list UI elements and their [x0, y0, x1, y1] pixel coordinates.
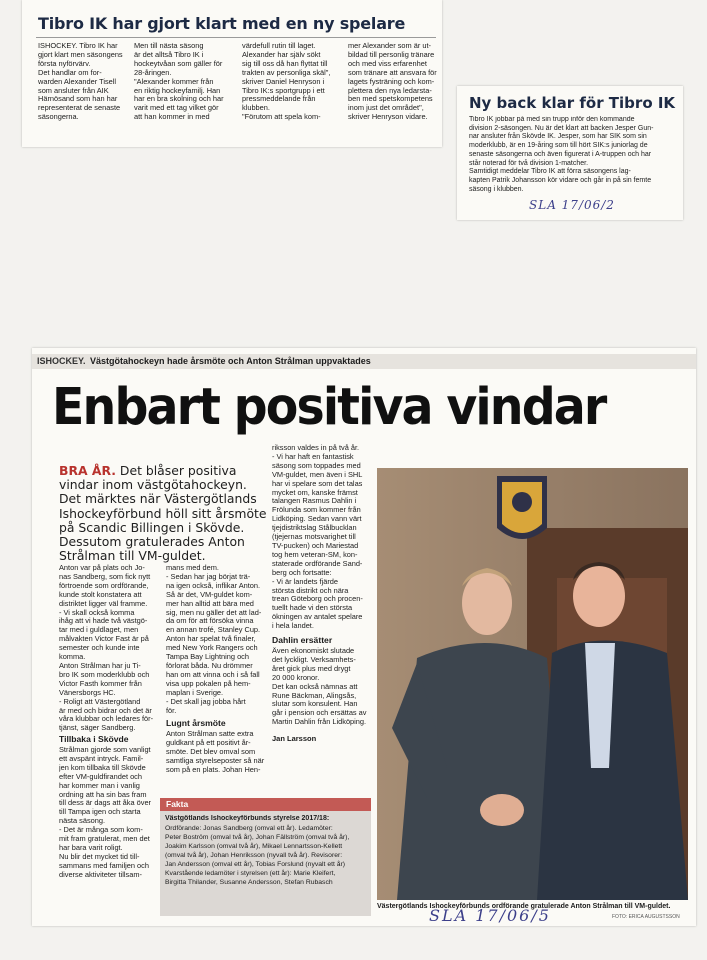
body-col1a: Anton var på plats och Jo- nas Sandberg, som fick nytt förtroende som ordförande, kunde stolt konstatera att distriktet ligger väl framme. - Vi skall också komma ihåg att vi hade två västgö- tar med i guldlaget, men målvakten Victor Fast är på semester och kunde inte komma. Anton Strålman har ju Ti- bro IK som moderklubb och Victor Fasth kommer från Vänersborgs HC. - Roligt att Västergötland är med och bidrar och det är våra klubbar och ledares för- tjänst, säger Sandberg.	[59, 564, 154, 733]
article-lead	[59, 464, 269, 563]
clipping-new-back	[457, 86, 683, 220]
photo-illustration	[377, 468, 688, 900]
handwritten-note-main: SLA 17/06/5	[429, 906, 551, 925]
body-col3a: riksson valdes in på två år. - Vi har haft en fantastisk säsong som toppades med VM-guldet, men även i SHL har vi spelare som det talas mycket om, kanske främst talangen Rasmus Dahlin i Frölunda som kommer från Lidköping. Sedan vann värt tjejdistriktslag Stålbucklan (tjejernas motsvarighet till TV-pucken) och Mariestad tog hem veteran-SM, kon- staterade ordförande Sand- berg och fortsatte: - Vi är landets fjärde största distrikt och nära trean Göteborg och procen- tuellt hade vi den största ökningen av antalet spelare i hela landet.	[272, 444, 363, 631]
kicker-text: Västgötahockeyn hade årsmöte och Anton Strålman uppvaktades	[90, 356, 371, 366]
clipping-positive-winds	[32, 348, 696, 926]
clip1-col1: ISHOCKEY. Tibro IK har gjort klart men säsongens första nyförvärv. Det handlar om for- warden Alexander Tisell som ansluter från AIK Härnösand som han har representerat de senaste säsongerna.	[38, 42, 123, 122]
body-col2a: mans med dem. - Sedan har jag börjat trä- na igen också, inflikar Anton. Så är det, VM-guldet kom- mer han alltid att bära med sig, men nu gäller det att lad- da om för att försöka vinna en annan trofé, Stanley Cup. Anton har spelat två finaler, med New York Rangers och Tampa Bay Lightning och förlorat båda. Nu drömmer han om att vinna och i så fall visa upp pokalen på hem- maplan i Sverige. - Det skall jag jobba hårt för.	[166, 564, 262, 715]
clip1-headline: Tibro IK har gjort klart med en ny spelare	[38, 14, 406, 33]
fact-box-label: Fakta	[160, 798, 371, 811]
lead-prefix: BRA ÅR.	[59, 463, 116, 478]
byline: Jan Larsson	[272, 734, 317, 743]
article-photo	[377, 468, 688, 900]
body-col2b: Anton Strålman satte extra guldkant på ett positivt år- smöte. Det blev omval som samtliga styrelseposter så när som på en plats. Johan Hen-	[166, 730, 265, 774]
clip2-headline: Ny back klar för Tibro IK	[469, 94, 676, 112]
clipping-tibro-new-player	[22, 0, 442, 147]
kicker-label: ISHOCKEY.	[37, 356, 86, 366]
handwritten-note: SLA 17/06/2	[529, 198, 615, 212]
subheading-back-in-skovde: Tillbaka i Skövde	[59, 734, 129, 744]
fact-box	[160, 798, 371, 916]
clip2-body: Tibro IK jobbar på med sin trupp inför den kommande division 2-säsongen. Nu är det klart att backen Jesper Gun- nar ansluter från Skövde IK. Jesper, som har SIK som sin moderklubb, är en 19-åring som till hört SIK:s juniorlag de senaste säsongerna och även figurerat i A-truppen och har står noterad för två division 1-matcher. Samtidigt meddelar Tibro IK att förra säsongens lag- kapten Patrik Johansson kör vidare och går in på sin femte säsong i klubben.	[469, 116, 654, 193]
article-headline: Enbart positiva vindar	[52, 378, 606, 437]
clip1-col4: mer Alexander som är ut- bildad till personlig tränare och med viss erfarenhet som tränare att ansvara för lagets fysträning och kom- plettera den nya ledarsta- ben med spetskompetens inom just det området", skriver Henryson vidare.	[348, 42, 437, 122]
photo-credit: FOTO: ERICA AUGUSTSSON	[612, 914, 680, 920]
photo-caption: Västergötlands Ishockeyförbunds ordförande gratulerade Anton Strålman till VM-guldet.	[377, 901, 688, 910]
fact-box-title: Västgötlands Ishockeyförbunds styrelse 2017/18:	[165, 815, 330, 822]
clip1-col3: värdefull rutin till laget. Alexander har själv sökt sig till oss då han flyttat till trakten av personliga skäl", skriver Daniel Henryson i Tibro IK:s sportgrupp i ett pressmeddelande från klubben. "Förutom att spela kom-	[242, 42, 331, 122]
lead-text: Det blåser positiva vindar inom västgötahockeyn. Det märktes när Västergötlands Ishockeyförbund höll sitt årsmöte på Scandic Billingen i Skövde. Dessutom gratulerades Anton Strålman till VM-guldet.	[59, 463, 267, 564]
fact-box-body: Ordförande: Jonas Sandberg (omval ett år). Ledamöter: Peter Boström (omval två år), Johan Fällström (omval två år), Joakim Karlsson (omval två år), Mikael Lennartsson-Kellett (omval två år), Johan Henriksson (nyvall två år). Revisorer: Jan Andersson (omval ett år), Tobias Forslund (nyvalt ett år) Kvarstående ledamöter i styrelsen (ett år): Marie Kleifert, Birgitta Thilander, Susanne Andersson, Stefan Rubasch	[165, 825, 350, 886]
kicker-bar	[32, 354, 696, 369]
body-col3b: Även ekonomiskt slutade det lyckligt. Verksamhets- året gick plus med drygt 20 000 kronor. Det kan också nämnas att Rune Bäckman, Alingsås, slutar som konsulent. Han går i pension och ersättas av Martin Dahlin från Lidköping.	[272, 647, 367, 727]
headline-rule	[36, 37, 436, 38]
subheading-calm-meeting: Lugnt årsmöte	[166, 718, 226, 728]
clip1-col2: Men till nästa säsong är det alltså Tibro IK i hockeytvåan som gäller för 28-åringen. "Alexander kommer från en riktig hockeyfamilj. Han har en bra skolning och har varit med ett tag vilket gör att han kommer in med	[134, 42, 224, 122]
body-col1b: Strålman gjorde som vanligt ett avspänt intryck. Famil- jen kom tillbaka till Skövde efter VM-guldfirandet och har kommer man i vanlig ordning att ha sin bas fram till dess är dags att åka över till Tampa igen och starta nästa säsong. - Det är många som kom- mit fram gratulerat, men det har bara varit roligt. Nu blir det mycket tid till- sammans med familjen och diverse aktiviteter tillsam-	[59, 746, 152, 879]
subheading-dahlin-replaces: Dahlin ersätter	[272, 635, 333, 645]
